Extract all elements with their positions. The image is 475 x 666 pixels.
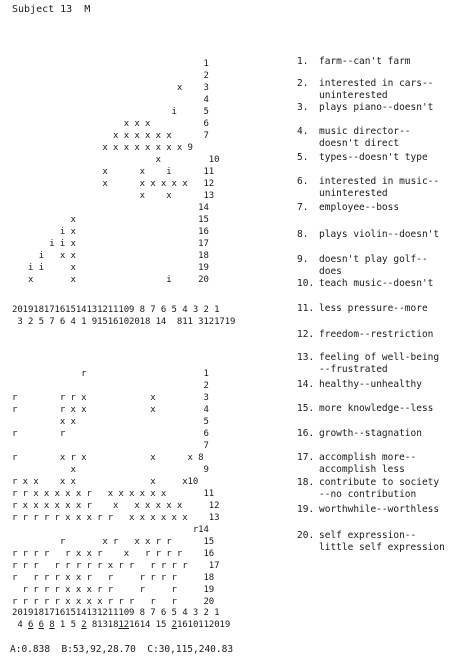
- legend-text: music director-- doesn't direct: [319, 126, 411, 149]
- legend-text: teach music--doesn't: [319, 278, 434, 289]
- top-grid-row-10: x x i 11: [12, 167, 215, 177]
- top-grid-row-19: x x i 20: [12, 275, 209, 285]
- top-grid-row-17: i x x 18: [12, 251, 209, 261]
- top-grid-row-16: i i x 17: [12, 239, 209, 249]
- top-grid-row-15: i x 16: [12, 227, 209, 237]
- bottom-axis-line-2: [12, 619, 230, 631]
- legend-number: 17.: [297, 452, 315, 463]
- legend-text: less pressure--more: [319, 303, 428, 314]
- legend-number: 18.: [297, 477, 315, 488]
- bottom-grid-row-4: r r x x x 4: [12, 405, 209, 415]
- legend-text: farm--can't farm: [319, 56, 411, 67]
- legend-text: interested in cars-- uninterested: [319, 78, 434, 101]
- legend-number: 14.: [297, 379, 315, 390]
- bottom-grid-row-10: r x x x x x x10: [12, 477, 199, 487]
- top-grid-row-18: i i x 19: [12, 263, 209, 273]
- legend-text: healthy--unhealthy: [319, 379, 422, 390]
- footer-stats: A:0.838 B:53,92,28.70 C:30,115,240.83: [10, 644, 234, 655]
- bottom-axis-token: 16: [176, 620, 188, 630]
- bottom-grid-row-13: r r r r r x x x r r x x x x x x 13: [12, 513, 220, 523]
- bottom-axis-line-1: 20191817161514131211109 8 7 6 5 4 3 2 1: [12, 608, 220, 618]
- legend-number: 3.: [297, 102, 309, 113]
- legend-number: 4.: [297, 126, 309, 137]
- bottom-grid-row-16: r r r r r x x r x r r r r 16: [12, 549, 215, 559]
- bottom-grid-row-6: r r 6: [12, 429, 209, 439]
- bottom-grid-row-18: r r r r x x r r r r r r 18: [12, 573, 215, 583]
- legend-text: doesn't play golf-- does: [319, 254, 428, 277]
- top-grid-row-9: x 10: [12, 155, 220, 165]
- bottom-axis-token: 6: [38, 620, 44, 630]
- bottom-grid-row-11: r r x x x x x r x x x x x x 11: [12, 489, 215, 499]
- legend-number: 16.: [297, 428, 315, 439]
- bottom-grid-row-8: r x r x x x 8: [12, 453, 204, 463]
- top-grid-row-4: 4: [12, 95, 209, 105]
- top-axis-line-2: 3 2 5 7 6 4 1 91516102018 14 811 3121719: [12, 317, 236, 327]
- legend-number: 9.: [297, 254, 309, 265]
- legend-text: types--doesn't type: [319, 152, 428, 163]
- legend-text: interested in music-- uninterested: [319, 176, 440, 199]
- legend-text: employee--boss: [319, 202, 400, 213]
- bottom-grid-row-5: x x 5: [12, 417, 209, 427]
- bottom-grid-row-7: 7: [12, 441, 209, 451]
- top-grid-row-5: i 5: [12, 107, 209, 117]
- bottom-grid-row-9: x 9: [12, 465, 209, 475]
- top-grid-row-13: 14: [12, 203, 209, 213]
- legend-number: 1.: [297, 56, 309, 67]
- legend-text: more knowledge--less: [319, 403, 434, 414]
- legend-text: plays piano--doesn't: [319, 102, 434, 113]
- legend-text: freedom--restriction: [319, 329, 434, 340]
- legend-number: 6.: [297, 176, 309, 187]
- legend-number: 8.: [297, 229, 309, 240]
- legend-text: contribute to society --no contribution: [319, 477, 440, 500]
- bottom-axis-token: 12: [118, 620, 130, 630]
- top-grid-row-12: x x 13: [12, 191, 215, 201]
- top-grid-row-2: 2: [12, 71, 209, 81]
- legend-number: 19.: [297, 504, 315, 515]
- subject-title: Subject 13 M: [12, 4, 91, 15]
- bottom-grid-row-14: r14: [12, 525, 209, 535]
- legend-number: 20.: [297, 530, 315, 541]
- bottom-grid-row-3: r r r x x 3: [12, 393, 209, 403]
- legend-text: plays violin--doesn't: [319, 229, 440, 240]
- top-grid-row-7: x x x x x x 7: [12, 131, 209, 141]
- legend-text: feeling of well-being --frustrated: [319, 352, 440, 375]
- top-axis-line-1: 20191817161514131211109 8 7 6 5 4 3 2 1: [12, 305, 220, 315]
- legend-number: 15.: [297, 403, 315, 414]
- legend-number: 7.: [297, 202, 309, 213]
- bottom-grid-row-12: r x x x x x x r x x x x x x 12: [12, 501, 220, 511]
- bottom-grid-row-20: r r r r r x x x x r r r r r 20: [12, 597, 215, 607]
- top-response-grid: [12, 58, 219, 286]
- legend-number: 5.: [297, 152, 309, 163]
- bottom-axis-token: 2019: [208, 620, 231, 630]
- top-grid-row-8: x x x x x x x x 9: [12, 143, 193, 153]
- bottom-response-grid: [12, 368, 219, 608]
- legend-text: growth--stagnation: [319, 428, 422, 439]
- legend-text: self expression-- little self expression: [319, 530, 445, 553]
- top-grid-row-6: x x x 6: [12, 119, 209, 129]
- legend-text: worthwhile--worthless: [319, 504, 440, 515]
- bottom-grid-row-15: r x r x x r r 15: [12, 537, 215, 547]
- top-grid-row-3: x 3: [12, 83, 209, 93]
- bottom-axis-token: 1011: [187, 620, 209, 630]
- top-grid-row-1: 1: [12, 59, 209, 69]
- bottom-axis-token: 1614 15: [129, 620, 172, 630]
- legend-number: 11.: [297, 303, 315, 314]
- bottom-axis-token: 8: [49, 620, 55, 630]
- bottom-grid-row-19: r r r r x x x r r r r 19: [12, 585, 215, 595]
- bottom-axis-token: 1 5: [54, 620, 82, 630]
- top-grid-row-14: x 15: [12, 215, 209, 225]
- legend-text: accomplish more-- accomplish less: [319, 452, 417, 475]
- bottom-grid-row-1: r 1: [12, 369, 209, 379]
- bottom-axis-token: 6: [27, 620, 34, 630]
- bottom-axis-token: 2: [171, 620, 177, 630]
- bottom-axis-token: 2: [81, 620, 87, 630]
- legend-number: 12.: [297, 329, 315, 340]
- bottom-axis-token: 81318: [86, 620, 119, 630]
- bottom-grid-row-17: r r r r r r r r x r r r r r r 17: [12, 561, 220, 571]
- top-grid-row-11: x x x x x x 12: [12, 179, 215, 189]
- legend-number: 2.: [297, 78, 309, 89]
- legend-number: 13.: [297, 352, 315, 363]
- bottom-grid-row-2: 2: [12, 381, 209, 391]
- bottom-axis-token: 4: [12, 620, 28, 630]
- legend-number: 10.: [297, 278, 315, 289]
